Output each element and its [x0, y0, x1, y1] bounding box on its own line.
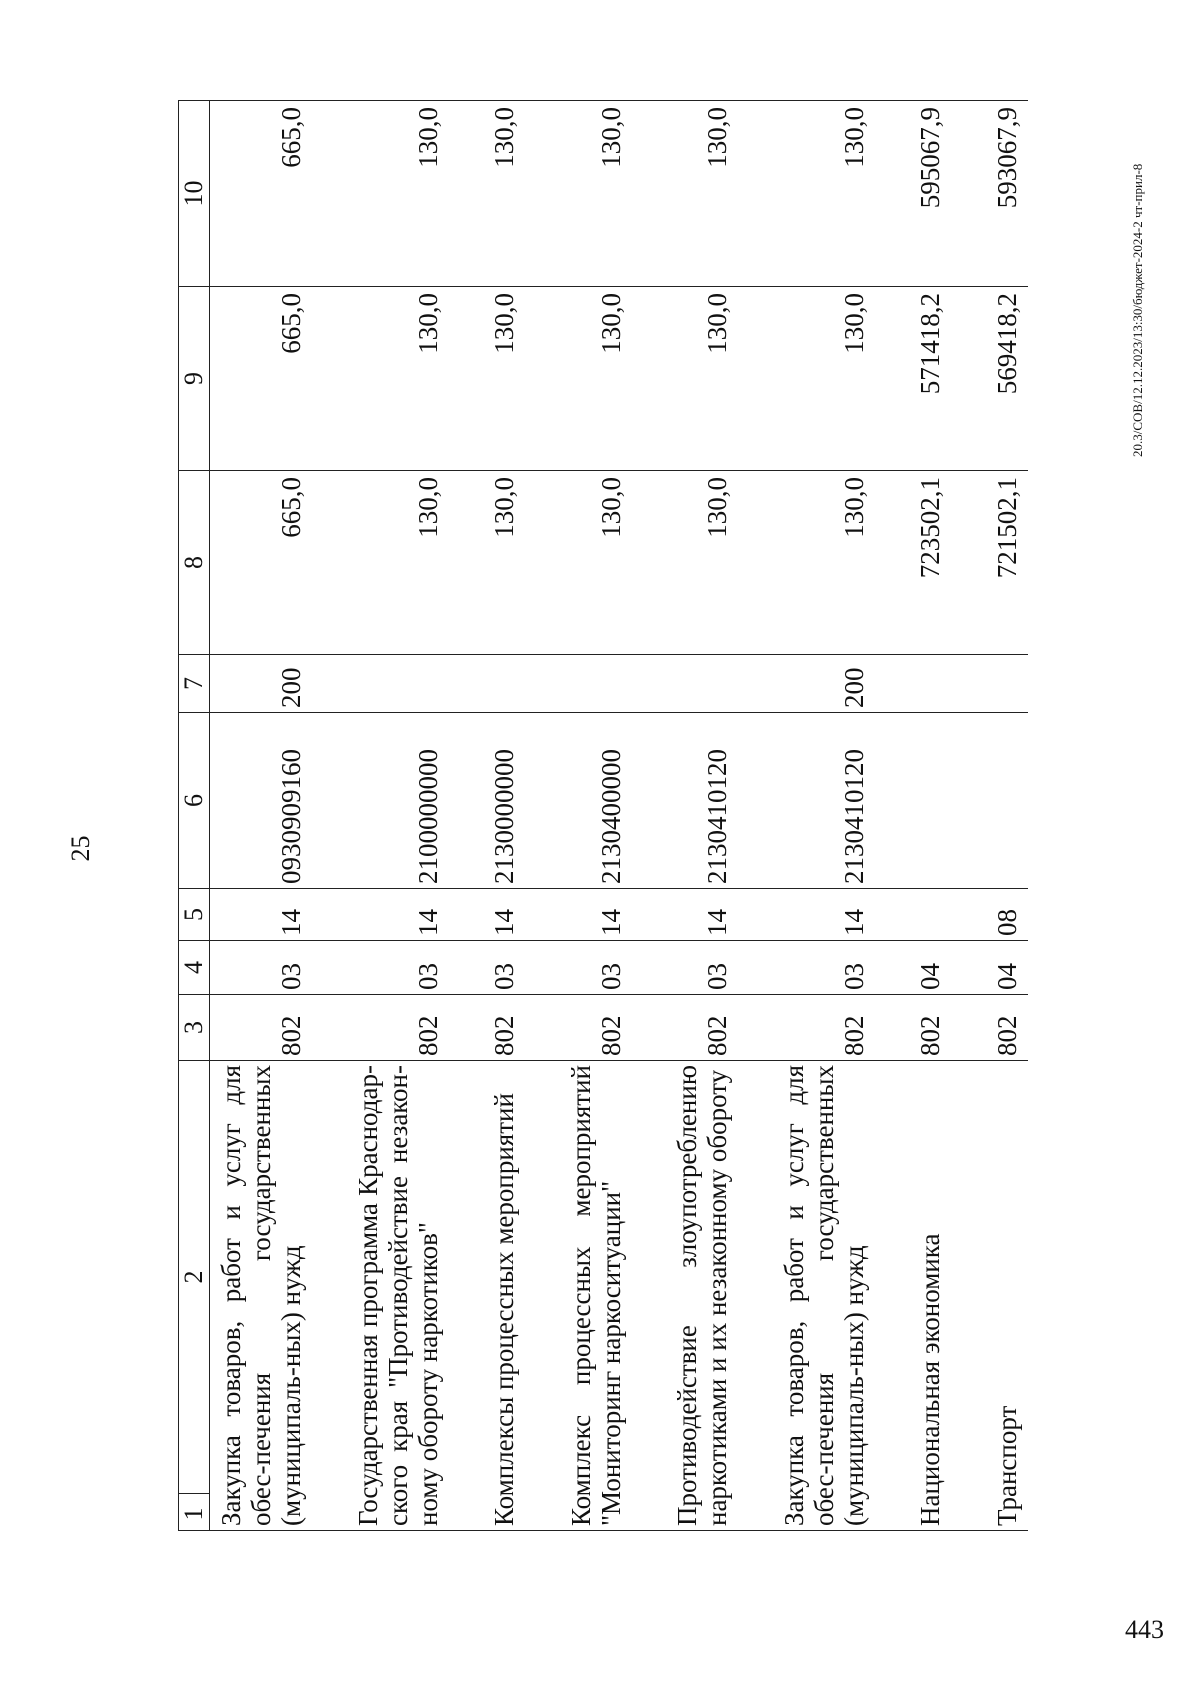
cell-c9: 130,0: [739, 287, 876, 471]
cell-c7: [952, 655, 1028, 713]
cell-c9: 569418,2: [952, 287, 1028, 471]
cell-c3: 802: [875, 995, 951, 1061]
cell-c6: 0930909160: [210, 713, 313, 889]
cell-c7: [875, 655, 951, 713]
cell-c5: 14: [739, 889, 876, 941]
cell-c4: 03: [739, 941, 876, 995]
header-col-6: 6: [179, 713, 210, 889]
cell-c8: 130,0: [739, 471, 876, 655]
header-cell: [179, 1061, 210, 1531]
header-col-7: 7: [179, 655, 210, 713]
cell-c3: 802: [739, 995, 876, 1061]
cell-c3: 802: [632, 995, 738, 1061]
cell-c4: 03: [210, 941, 313, 995]
cell-c5: [875, 889, 951, 941]
cell-c6: 2130400000: [526, 713, 632, 889]
table-row: [875, 101, 951, 1531]
cell-c7: [313, 655, 450, 713]
table-row: [313, 101, 450, 1531]
row-name: Закупка товаров, работ и услуг для обес-печения государственных (муниципаль-ных) нужд: [210, 1061, 313, 1531]
row-name: Транспорт: [952, 1061, 1028, 1531]
cell-c5: 14: [210, 889, 313, 941]
cell-c10: 130,0: [526, 101, 632, 287]
cell-c4: 03: [449, 941, 525, 995]
table-row: [210, 101, 313, 1531]
cell-c9: 130,0: [632, 287, 738, 471]
header-col-10: 10: [179, 101, 210, 287]
row-name: Противодействие злоупотреблению наркотиками и их незаконному обороту: [632, 1061, 738, 1531]
sheet-number: 443: [1125, 1615, 1164, 1644]
row-name: Комплекс процессных мероприятий "Мониторинг наркоситуации": [526, 1061, 632, 1531]
header-col-1: 1: [179, 1493, 208, 1534]
cell-c7: 200: [739, 655, 876, 713]
cell-c8: 665,0: [210, 471, 313, 655]
cell-c5: 08: [952, 889, 1028, 941]
cell-c5: 14: [313, 889, 450, 941]
cell-c6: [875, 713, 951, 889]
cell-c7: [632, 655, 738, 713]
cell-c10: 130,0: [739, 101, 876, 287]
budget-table: [178, 100, 1028, 1531]
cell-c9: 571418,2: [875, 287, 951, 471]
cell-c8: 130,0: [313, 471, 450, 655]
cell-c9: 130,0: [526, 287, 632, 471]
cell-c6: 2130000000: [449, 713, 525, 889]
header-col-3: 3: [179, 995, 210, 1061]
cell-c3: 802: [449, 995, 525, 1061]
cell-c3: 802: [210, 995, 313, 1061]
cell-c10: 593067,9: [952, 101, 1028, 287]
header-col-2: 2: [179, 1270, 209, 1284]
row-name: Национальная экономика: [875, 1061, 951, 1531]
header-col-5: 5: [179, 889, 210, 941]
cell-c7: [526, 655, 632, 713]
cell-c7: 200: [210, 655, 313, 713]
table-row: [739, 101, 876, 1531]
cell-c4: 04: [952, 941, 1028, 995]
row-name: Государственная программа Краснодар-ского края "Противодействие незакон-ному обороту наркотиков": [313, 1061, 450, 1531]
cell-c10: 595067,9: [875, 101, 951, 287]
cell-c5: 14: [449, 889, 525, 941]
cell-c10: 665,0: [210, 101, 313, 287]
cell-c3: 802: [952, 995, 1028, 1061]
cell-c8: 723502,1: [875, 471, 951, 655]
cell-c10: 130,0: [449, 101, 525, 287]
cell-c8: 130,0: [526, 471, 632, 655]
cell-c8: 130,0: [632, 471, 738, 655]
cell-c6: 2100000000: [313, 713, 450, 889]
cell-c6: 2130410120: [632, 713, 738, 889]
cell-c3: 802: [526, 995, 632, 1061]
row-name: Закупка товаров, работ и услуг для обес-печения государственных (муниципаль-ных) нужд: [739, 1061, 876, 1531]
cell-c7: [449, 655, 525, 713]
cell-c3: 802: [313, 995, 450, 1061]
cell-c4: 03: [313, 941, 450, 995]
cell-c10: 130,0: [632, 101, 738, 287]
cell-c9: 130,0: [449, 287, 525, 471]
table-row: [952, 101, 1028, 1531]
cell-c8: 721502,1: [952, 471, 1028, 655]
cell-c6: 2130410120: [739, 713, 876, 889]
header-row: [179, 101, 210, 1531]
document-stamp: 20.3/СОВ/12.12.2023/13:30/бюджет-2024-2 чт-прил-8: [1130, 163, 1145, 457]
header-col-8: 8: [179, 471, 210, 655]
cell-c5: 14: [632, 889, 738, 941]
cell-c9: 130,0: [313, 287, 450, 471]
cell-c4: 03: [526, 941, 632, 995]
header-col-4: 4: [179, 941, 210, 995]
page-number: 25: [66, 835, 95, 862]
cell-c6: [952, 713, 1028, 889]
row-name: Комплексы процессных мероприятий: [449, 1061, 525, 1531]
cell-c4: 03: [632, 941, 738, 995]
cell-c5: 14: [526, 889, 632, 941]
cell-c9: 665,0: [210, 287, 313, 471]
table-row: [632, 101, 738, 1531]
cell-c8: 130,0: [449, 471, 525, 655]
table-row: [526, 101, 632, 1531]
table-row: [449, 101, 525, 1531]
header-col-9: 9: [179, 287, 210, 471]
cell-c4: 04: [875, 941, 951, 995]
cell-c10: 130,0: [313, 101, 450, 287]
